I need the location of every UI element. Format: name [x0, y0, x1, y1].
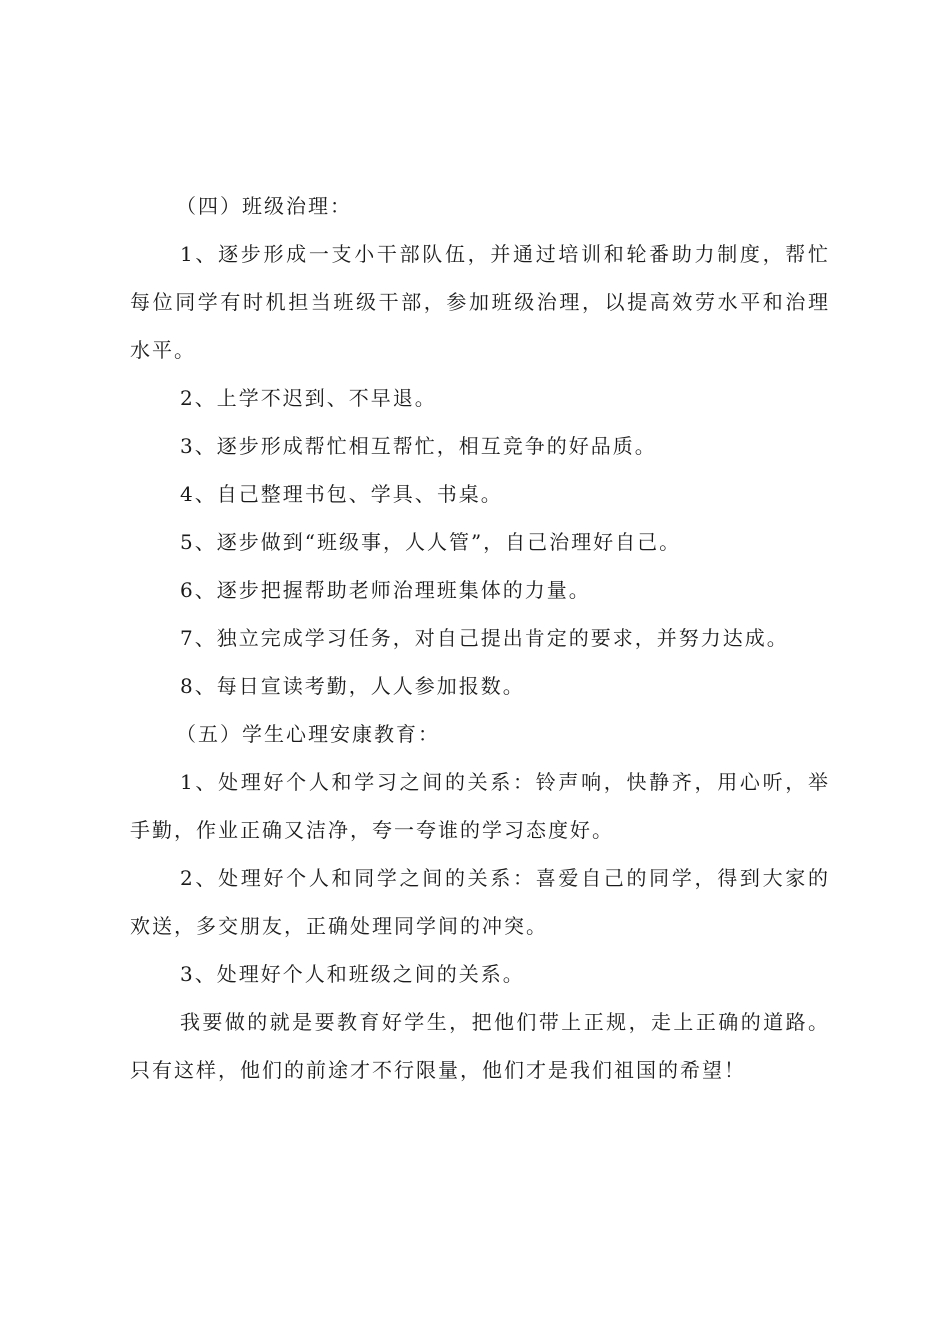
- list-item: 6、逐步把握帮助老师治理班集体的力量。: [180, 578, 591, 602]
- list-item: 5、逐步做到“班级事，人人管”，自己治理好自己。: [180, 530, 682, 554]
- list-item: 3、处理好个人和班级之间的关系。: [180, 962, 525, 986]
- list-item: 1、逐步形成一支小干部队伍，并通过培训和轮番助力制度，帮忙每位同学有时机担当班级干部，参加班级治理，以提高效劳水平和治理水平。: [130, 242, 830, 362]
- closing-paragraph: 我要做的就是要教育好学生，把他们带上正规，走上正确的道路。只有这样，他们的前途才不行限量，他们才是我们祖国的希望！: [130, 1010, 830, 1082]
- list-item: 7、独立完成学习任务，对自己提出肯定的要求，并努力达成。: [180, 626, 789, 650]
- list-item: 8、每日宣读考勤，人人参加报数。: [180, 674, 525, 698]
- section-heading-class-management: （四）班级治理：: [176, 194, 352, 218]
- list-item: 4、自己整理书包、学具、书桌。: [180, 482, 503, 506]
- list-item: 2、处理好个人和同学之间的关系：喜爱自己的同学，得到大家的欢送，多交朋友，正确处理同学间的冲突。: [130, 866, 830, 938]
- document-body: [130, 182, 830, 1094]
- list-item: 3、逐步形成帮忙相互帮忙，相互竞争的好品质。: [180, 434, 657, 458]
- list-item: 1、处理好个人和学习之间的关系：铃声响，快静齐，用心听，举手勤，作业正确又洁净，夸一夸谁的学习态度好。: [130, 770, 830, 842]
- section-heading-mental-health: （五）学生心理安康教育：: [176, 722, 440, 746]
- list-item: 2、上学不迟到、不早退。: [180, 386, 437, 410]
